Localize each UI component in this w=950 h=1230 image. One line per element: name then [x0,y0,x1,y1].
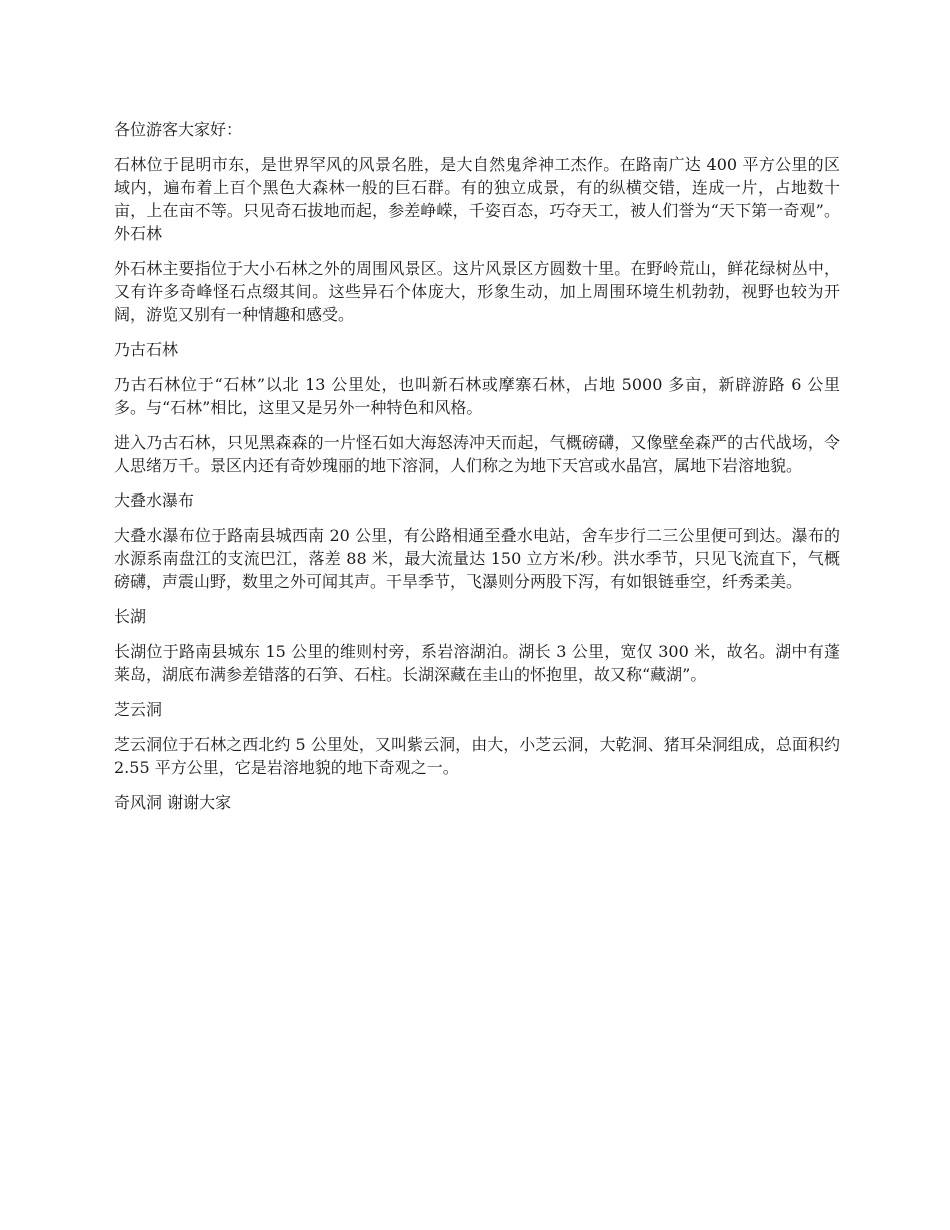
document-page [114,118,840,826]
paragraph-stone-forest-intro: 石林位于昆明市东，是世界罕风的风景名胜，是大自然鬼斧神工杰作。在路南广达 400 平方公里的区域内，遍布着上百个黑色大森林一般的巨石群。有的独立成景，有的纵横交错，连成一片，占地数十亩，上在亩不等。只见奇石拔地而起，参差峥嵘，千姿百态，巧夺天工，被人们誉为“天下第一奇观”。 外石林 [114,155,840,243]
heading-zhiyun-cave: 芝云洞 [114,700,163,719]
greeting: 各位游客大家好： [114,120,243,139]
heading-naigu-stone-forest: 乃古石林 [114,340,179,359]
paragraph-zhiyun-cave: 芝云洞位于石林之西北约 5 公里处，又叫紫云洞，由大，小芝云洞，大乾洞、猪耳朵洞组成，总面积约 2.55 平方公里，它是岩溶地貌的地下奇观之一。 [114,735,840,777]
paragraph-outer-stone-forest: 外石林主要指位于大小石林之外的周围风景区。这片风景区方圆数十里。在野岭荒山，鲜花绿树丛中，又有许多奇峰怪石点缀其间。这些异石个体庞大，形象生动，加上周围环境生机勃勃，视野也较为开阔，游览又别有一种情趣和感受。 [114,259,840,324]
paragraph-naigu-detail: 进入乃古石林，只见黑森森的一片怪石如大海怒涛冲天而起，气概磅礴，又像壁垒森严的古代战场，令人思绪万千。景区内还有奇妙瑰丽的地下溶洞，人们称之为地下天宫或水晶宫，属地下岩溶地貌。 [114,433,840,475]
closing-line: 奇风洞 谢谢大家 [114,793,232,812]
heading-dadieshui-waterfall: 大叠水瀑布 [114,491,195,510]
heading-long-lake: 长湖 [114,607,147,626]
paragraph-long-lake: 长湖位于路南县城东 15 公里的维则村旁，系岩溶湖泊。湖长 3 公里，宽仅 300 米，故名。湖中有蓬莱岛，湖底布满参差错落的石笋、石柱。长湖深藏在圭山的怀抱里，故又称“藏湖”。 [114,642,840,684]
paragraph-naigu-intro: 乃古石林位于“石林”以北 13 公里处，也叫新石林或摩寨石林，占地 5000 多亩，新辟游路 6 公里多。与“石林”相比，这里又是另外一种特色和风格。 [114,375,840,417]
paragraph-dadieshui-waterfall: 大叠水瀑布位于路南县城西南 20 公里，有公路相通至叠水电站，舍车步行二三公里便可到达。瀑布的水源系南盘江的支流巴江，落差 88 米，最大流量达 150 立方米/秒。洪水季节，只见飞流直下，气概磅礴，声震山野，数里之外可闻其声。干旱季节，飞瀑则分两股下泻，有如银链垂空，纤秀柔美。 [114,526,840,591]
